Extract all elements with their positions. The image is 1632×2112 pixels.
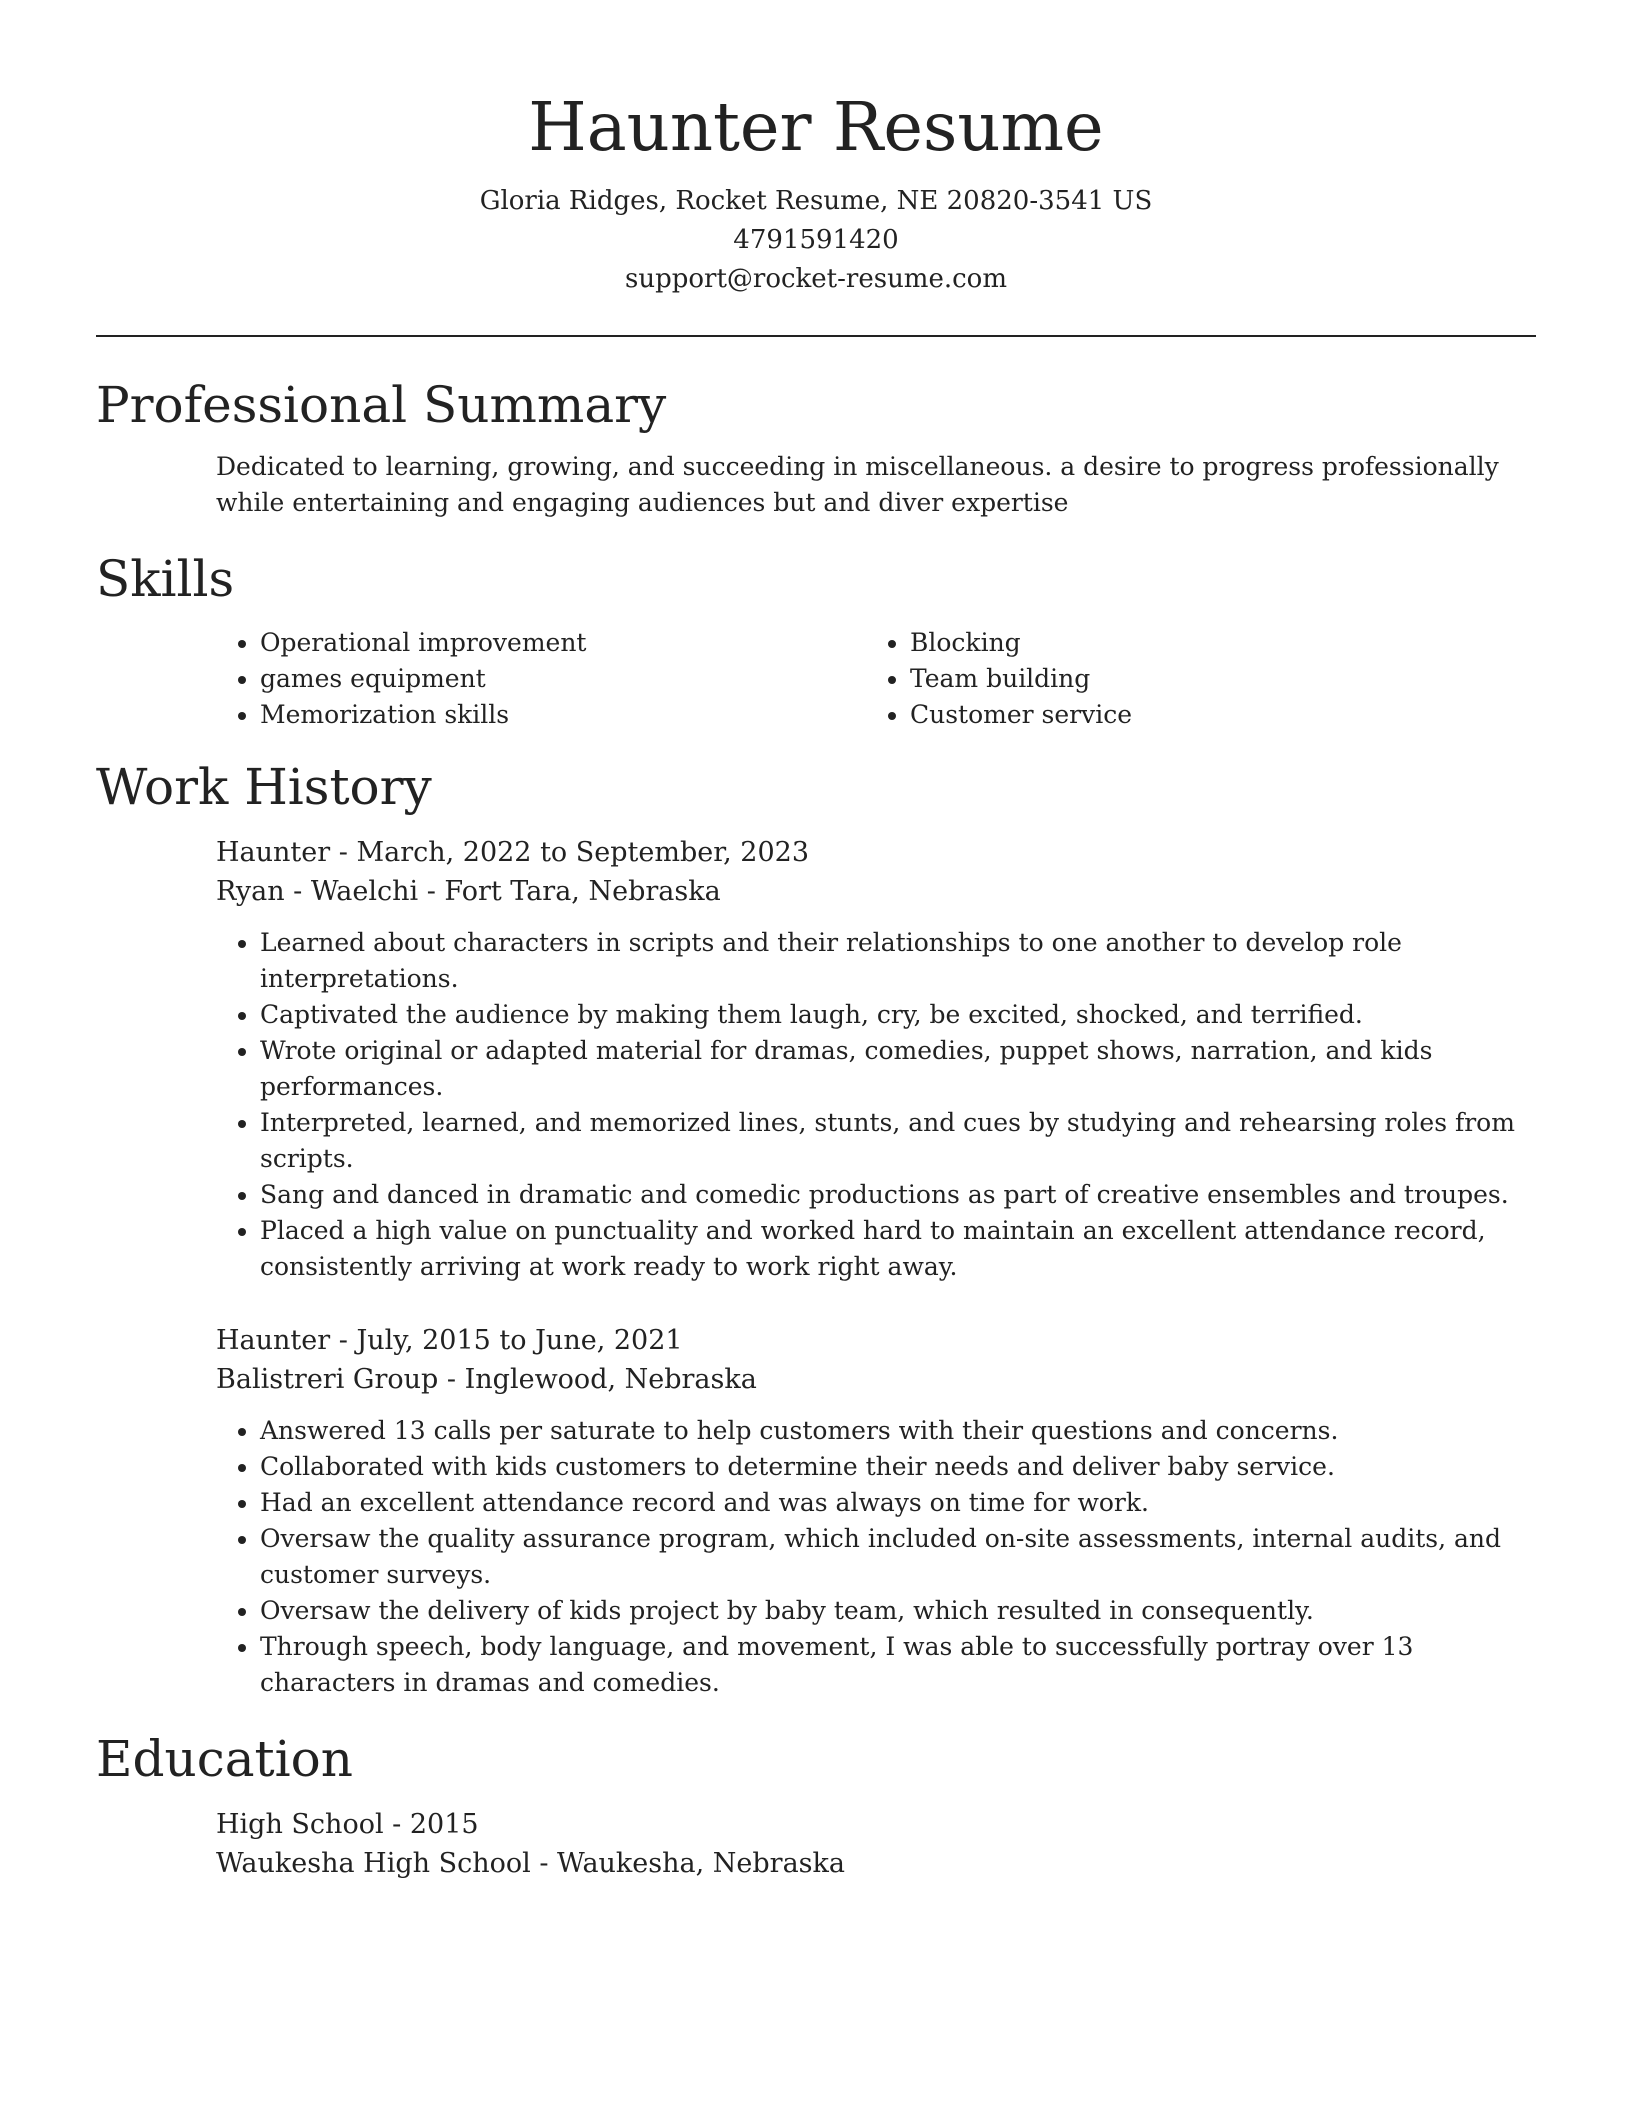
job-duty: • Learned about characters in scripts and their relationships to one another to develop role interpretations.	[260, 925, 1536, 997]
skill-item: • Customer service	[910, 697, 1536, 733]
job-duty: • Placed a high value on punctuality and worked hard to maintain an excellent attendance record, consistently arriving at work ready to work right away.	[260, 1213, 1536, 1285]
skill-item: • Team building	[910, 661, 1536, 697]
job-duty: • Wrote original or adapted material for dramas, comedies, puppet shows, narration, and kids performances.	[260, 1033, 1536, 1105]
job-entry	[216, 833, 1536, 1285]
education-degree-year: High School - 2015	[216, 1809, 479, 1840]
job-company-location: Balistreri Group - Inglewood, Nebraska	[216, 1364, 757, 1395]
job-duty: • Collaborated with kids customers to determine their needs and deliver baby service.	[260, 1449, 1536, 1485]
resume-header	[96, 0, 1536, 299]
education-school-location: Waukesha High School - Waukesha, Nebraska	[216, 1848, 845, 1879]
summary-text: Dedicated to learning, growing, and succeeding in miscellaneous. a desire to progress professionally while entertaining and engaging audiences but and diver expertise	[216, 452, 1499, 517]
job-duty: • Sang and danced in dramatic and comedic productions as part of creative ensembles and troupes.	[260, 1177, 1536, 1213]
work-history-section	[96, 755, 1536, 1701]
job-duty: • Captivated the audience by making them laugh, cry, be excited, shocked, and terrified.	[260, 997, 1536, 1033]
job-duties-list	[216, 925, 1536, 1285]
skills-section	[96, 547, 1536, 733]
job-duty: • Interpreted, learned, and memorized lines, stunts, and cues by studying and rehearsing roles from scripts.	[260, 1105, 1536, 1177]
skill-item: • Memorization skills	[260, 697, 866, 733]
skills-heading: Skills	[96, 550, 235, 608]
skills-grid	[216, 625, 1536, 733]
skill-item: • Blocking	[910, 625, 1536, 661]
job-title-dates: Haunter - July, 2015 to June, 2021	[216, 1325, 683, 1356]
education-entry	[216, 1805, 1536, 1883]
job-duty: • Had an excellent attendance record and was always on time for work.	[260, 1485, 1536, 1521]
job-duties-list	[216, 1413, 1536, 1701]
job-duty: • Oversaw the delivery of kids project by baby team, which resulted in consequently.	[260, 1593, 1536, 1629]
education-heading: Education	[96, 1730, 353, 1788]
summary-heading: Professional Summary	[96, 376, 667, 434]
skills-list-left	[216, 625, 866, 733]
education-section	[96, 1727, 1536, 1883]
summary-section	[96, 373, 1536, 521]
header-divider	[96, 335, 1536, 337]
work-history-heading: Work History	[96, 758, 432, 816]
contact-email: support@rocket-resume.com	[624, 264, 1007, 294]
job-duty: • Oversaw the quality assurance program, which included on-site assessments, internal audits, and customer surveys.	[260, 1521, 1536, 1593]
job-duty: • Through speech, body language, and movement, I was able to successfully portray over 13 characters in dramas and comedies.	[260, 1629, 1536, 1701]
skill-item: • Operational improvement	[260, 625, 866, 661]
skill-item: • games equipment	[260, 661, 866, 697]
job-company-location: Ryan - Waelchi - Fort Tara, Nebraska	[216, 876, 721, 907]
skills-list-right	[866, 625, 1536, 733]
job-entry	[216, 1321, 1536, 1701]
contact-info	[96, 182, 1536, 299]
contact-phone: 4791591420	[733, 225, 899, 255]
job-title-dates: Haunter - March, 2022 to September, 2023	[216, 837, 810, 868]
job-duty: • Answered 13 calls per saturate to help customers with their questions and concerns.	[260, 1413, 1536, 1449]
resume-title: Haunter Resume	[528, 88, 1104, 166]
contact-address: Gloria Ridges, Rocket Resume, NE 20820-3541 US	[479, 186, 1153, 216]
